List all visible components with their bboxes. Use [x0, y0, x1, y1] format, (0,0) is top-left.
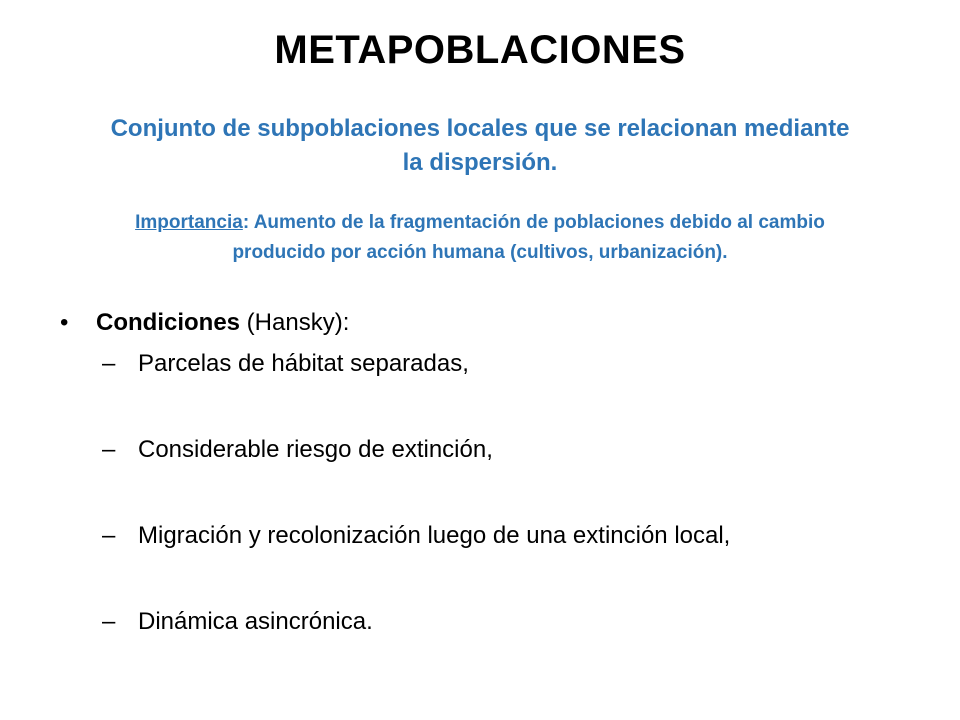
condition-text: Parcelas de hábitat separadas,: [138, 350, 469, 377]
conditions-list: [60, 309, 920, 648]
conditions-label: Condiciones: [96, 309, 241, 336]
conditions-bullet: [60, 309, 920, 337]
bullet-dot-icon: •: [60, 309, 69, 336]
dash-icon: –: [102, 522, 116, 549]
condition-item: [102, 608, 920, 648]
importance-note: [90, 208, 870, 268]
dash-icon: –: [102, 436, 116, 463]
condition-text: Dinámica asincrónica.: [138, 608, 373, 635]
slide-title: METAPOBLACIONES: [274, 28, 686, 72]
dash-icon: –: [102, 350, 116, 377]
conditions-sublist: [60, 350, 920, 648]
condition-item: [102, 436, 920, 522]
importance-label: Importancia: [135, 212, 243, 233]
slide-subtitle: Conjunto de subpoblaciones locales que se relacionan mediante la dispersión.: [110, 115, 850, 176]
condition-text: Migración y recolonización luego de una extinción local,: [138, 522, 731, 549]
conditions-suffix: (Hansky):: [240, 309, 350, 336]
dash-icon: –: [102, 608, 116, 635]
condition-text: Considerable riesgo de extinción,: [138, 436, 493, 463]
condition-item: [102, 522, 920, 608]
condition-item: [102, 350, 920, 436]
importance-text: : Aumento de la fragmentación de poblaciones debido al cambio producido por acción humana (cultivos, urbanización).: [232, 212, 825, 263]
